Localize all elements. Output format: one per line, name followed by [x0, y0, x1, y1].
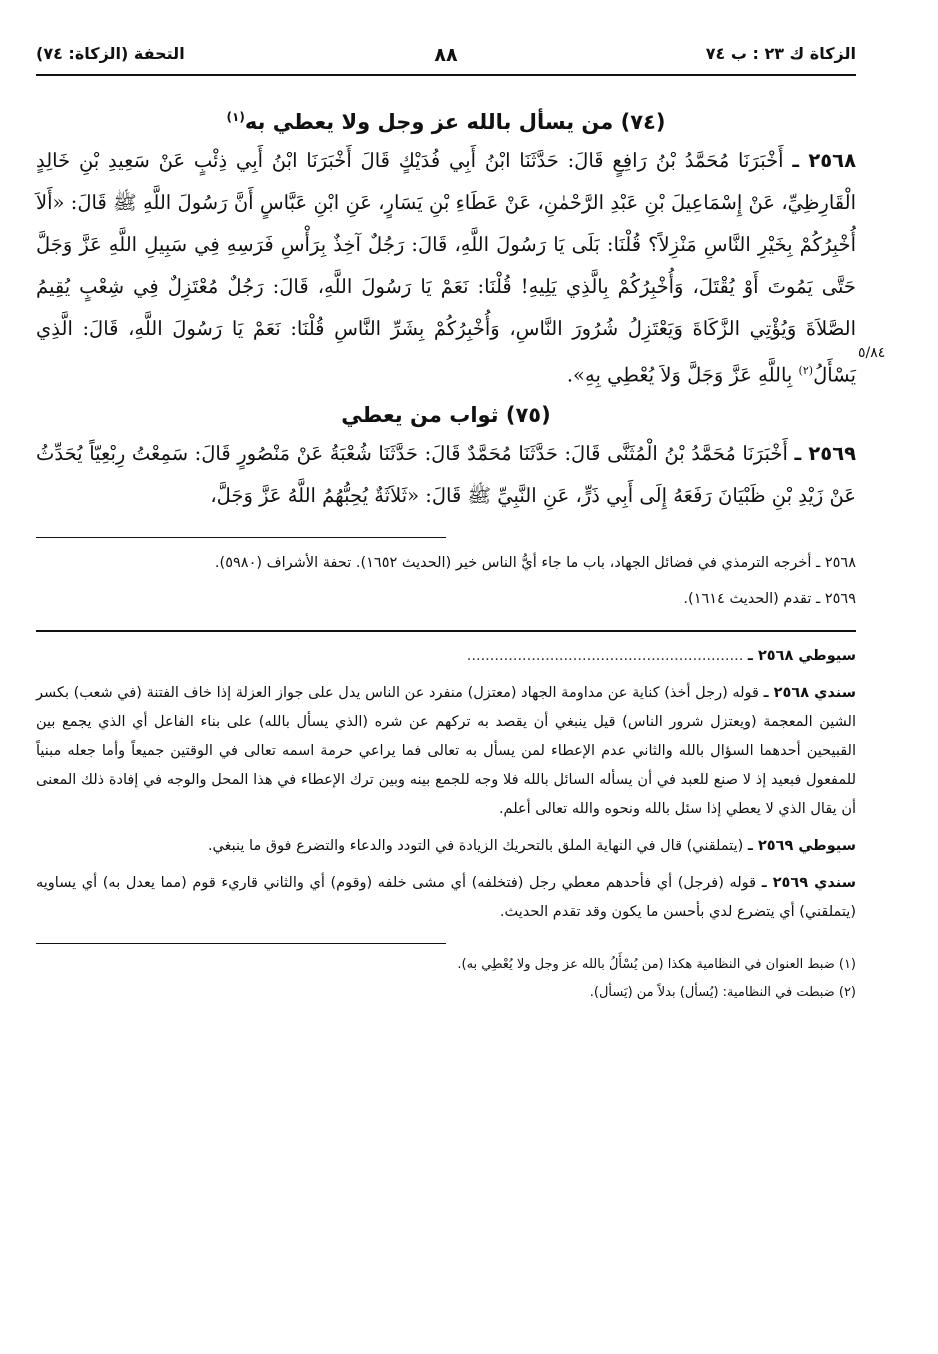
suyuti-2568-dots: ............................................................ — [466, 647, 744, 664]
section-title-74-text: (٧٤) من يسأل بالله عز وجل ولا يعطي به — [244, 110, 666, 134]
suyuti-2569-label: سيوطي ٢٥٦٩ ـ — [747, 837, 856, 854]
footnote-2: (٢) ضبطت في النظامية: (يُسأل) بدلاً من (يَسأل). — [589, 984, 856, 1000]
takhrij-2568: ٢٥٦٨ ـ أخرجه الترمذي في فضائل الجهاد، باب ما جاء أيُّ الناس خير (الحديث ١٦٥٢). تحفة الأشراف (٥٩٨٠). — [214, 554, 856, 571]
suyuti-2568 — [36, 642, 856, 671]
hadith-2568-text-c: بِاللَّهِ عَزَّ وَجَلَّ وَلاَ يُعْطِي بِهِ». — [566, 363, 793, 387]
takhrij-2569: ٢٥٦٩ ـ تقدم (الحديث ١٦١٤). — [683, 590, 856, 607]
hadith-2568-block — [36, 140, 886, 397]
header-chapter-ref: الزكاة ك ٢٣ : ب ٧٤ — [705, 44, 856, 63]
suyuti-2568-label: سيوطي ٢٥٦٨ ـ — [747, 647, 856, 664]
hadith-2569 — [36, 433, 856, 517]
commentary-divider — [36, 630, 856, 632]
suyuti-2569 — [36, 832, 856, 861]
footnotes — [36, 954, 856, 1004]
footnotes-divider — [36, 943, 446, 944]
footnote-1: (١) ضبط العنوان في النظامية هكذا (من يُسْأَلُ بالله عز وجل ولا يُعْطِي به). — [457, 956, 856, 972]
margin-volume-note: ٥/٨٤ — [858, 345, 886, 361]
book-page — [36, 36, 886, 1010]
sindi-2569-label: سندي ٢٥٦٩ ـ — [761, 874, 856, 891]
commentary — [36, 642, 856, 927]
page-number: ٨٨ — [434, 44, 458, 66]
takhrij-notes — [36, 550, 856, 612]
sindi-2568 — [36, 679, 856, 824]
sindi-2568-label: سندي ٢٥٦٨ ـ — [763, 684, 856, 701]
suyuti-2569-text: (يتملقني) قال في النهاية الملق بالتحريك الزيادة في التودد والدعاء والتضرع فوق ما ينبغي. — [207, 837, 744, 854]
sindi-2569 — [36, 869, 856, 927]
hadith-number-2568: ٢٥٦٨ ـ — [792, 149, 856, 172]
hadith-2568 — [36, 140, 856, 397]
hadith-number-2569: ٢٥٦٩ ـ — [794, 441, 856, 465]
header-tuhfa-ref: التحفة (الزكاة: ٧٤) — [36, 44, 185, 63]
hadith-2568-text-a: أَخْبَرَنَا مُحَمَّدُ بْنُ رَافِعٍ قَالَ: حَدَّثَنَا ابْنُ أَبِي فُدَيْكٍ قَالَ أَخْبَرَنَا ابْنُ أَبِي ذِئْبٍ عَنْ سَعِيدِ بْنِ خَالِدٍ الْقَارِظِيِّ، عَنْ إِسْمَاعِيلَ بْنِ عَبْدِ الرَّحْمٰنِ، عَنْ عَطَاءِ بْنِ يَسَارٍ، عَنِ ابْنِ عَبَّاسٍ أَنَّ رَسُولَ اللَّهِ ﷺ قَالَ: «أَلاَ أُخْبِرُكُمْ بِخَيْرِ النَّاسِ مَنْزِلاً؟ قُلْنَا: بَلَى يَا رَسُولَ اللَّهِ، قَالَ: رَجُلٌ آخِذٌ بِرَأْسِ فَرَسِهِ فِي سَبِيلِ اللَّهِ عَزَّ وَجَلَّ حَتَّى يَمُوتَ أَوْ يُقْتَلَ، وَأُخْبِرُكُمْ بِالَّذِي يَلِيهِ! قُلْنَا: نَعَمْ يَا رَسُولَ اللَّهِ، — [36, 149, 856, 298]
section-title-75: (٧٥) ثواب من يعطي — [341, 402, 551, 427]
section-title-74 — [36, 110, 856, 134]
hadith-2568-text-b: قَالَ: رَجُلٌ مُعْتَزِلٌ فِي شِعْبٍ يُقِيمُ الصَّلاَةَ وَيُؤْتِي الزَّكَاةَ وَيَعْتَزِلُ شُرُورَ النَّاسِ، وَأُخْبِرُكُمْ بِشَرِّ النَّاسِ قُلْنَا: نَعَمْ يَا رَسُولَ اللَّهِ، قَالَ: الَّذِي يَسْأَلُ — [36, 275, 856, 387]
footnote-ref-2: (٢) — [798, 364, 814, 377]
footnote-ref-1: (١) — [226, 110, 245, 124]
takhrij-divider — [36, 537, 446, 538]
page-header — [36, 36, 856, 76]
hadith-2569-text: أَخْبَرَنَا مُحَمَّدُ بْنُ الْمُثَنَّى قَالَ: حَدَّثَنَا مُحَمَّدٌ قَالَ: حَدَّثَنَا شُعْبَةُ عَنْ مَنْصُورٍ قَالَ: سَمِعْتُ رِبْعِيّاً يُحَدِّثُ عَنْ زَيْدِ بْنِ ظَبْيَانَ رَفَعَهُ إِلَى أَبِي ذَرٍّ، عَنِ النَّبِيِّ ﷺ قَالَ: «ثَلاَثَةٌ يُحِبُّهُمُ اللَّهُ عَزَّ وَجَلَّ، — [36, 441, 856, 507]
sindi-2568-text: قوله (رجل أخذ) كناية عن مداومة الجهاد (معتزل) منفرد عن الناس يدل على جواز العزلة إذا خاف الفتنة (في شعب) بكسر الشين المعجمة (ويعتزل شرور الناس) قيل ينبغي أن يقصد به تركهم عن شره (الذي يسأل بالله) على بناء الفاعل أي الذي يجمع بين القبيحين أحدهما السؤال بالله والثاني عدم الإعطاء لمن يسأل به تعالى فما يراعي حرمة اسمه تعالى في الوقتين جميعاً وأما جعله مبنياً للمفعول فبعيد إذ لا صنع للعبد في أن يسأله السائل بالله فلا وجه للجمع بينه وبين ترك الإعطاء في هذا المحل والوجه في إفادة ذلك المعنى أن يقال الذي لا يعطي إذا سئل بالله ونحوه والله تعالى أعلم. — [36, 684, 856, 817]
sindi-2569-text: قوله (فرجل) أي فأحدهم معطي رجل (فتخلفه) أي مشى خلفه (وقوم) أي والثاني قاريء قوم (مما يعدل به) أي يساويه (يتملقني) أي يتضرع لدي بأحسن ما يكون وقد تقدم الحديث. — [36, 874, 856, 920]
